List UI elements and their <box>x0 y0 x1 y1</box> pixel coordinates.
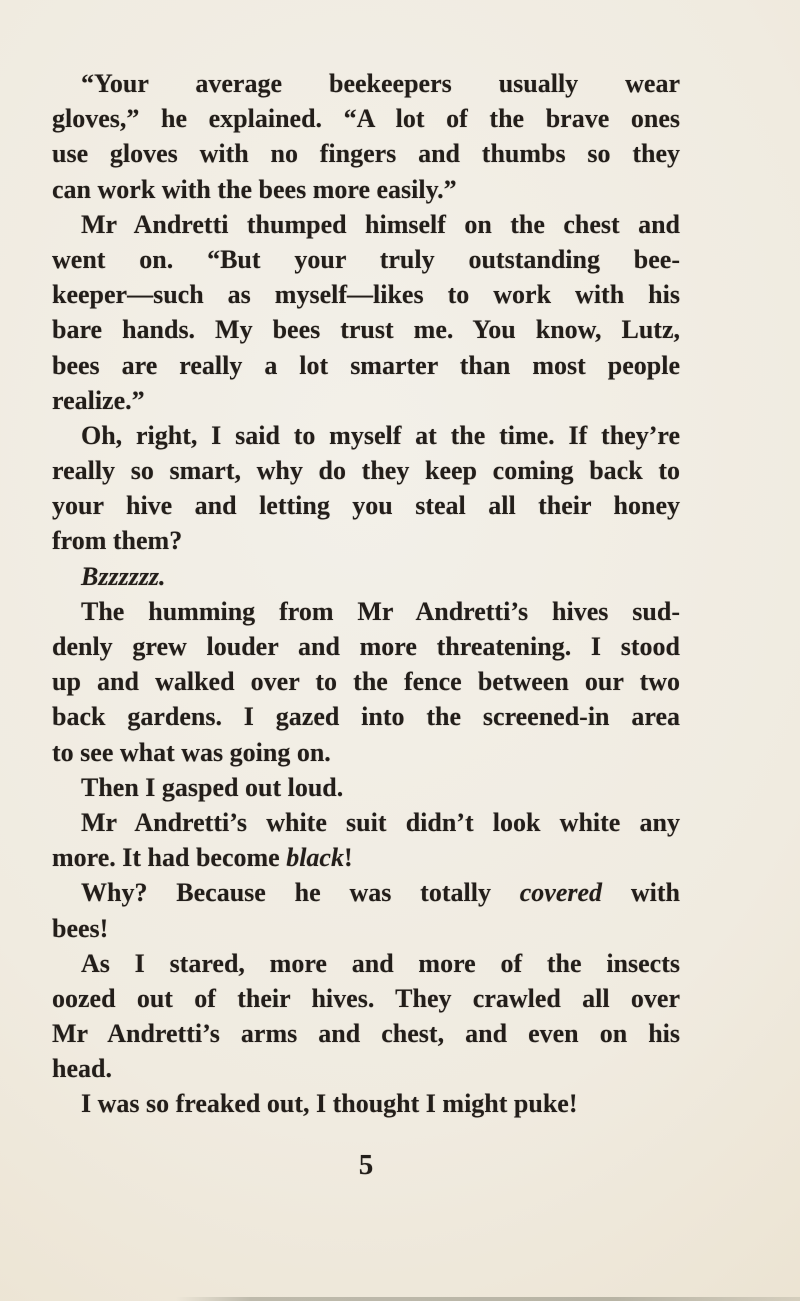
text-run: Why? Because he was totally <box>81 878 520 908</box>
text-run: denly grew louder and more threatening. I stood <box>52 632 680 661</box>
text-line <box>52 911 680 946</box>
text-line <box>52 875 680 910</box>
text-line <box>52 805 680 840</box>
text-line <box>52 488 680 523</box>
text-line <box>52 242 680 277</box>
text-line <box>52 629 680 664</box>
text-run: Mr Andretti’s arms and chest, and even on his <box>52 1019 680 1049</box>
paragraph <box>52 418 680 559</box>
text-line <box>52 840 680 875</box>
text-line <box>52 699 680 734</box>
text-line <box>52 136 680 171</box>
text-line <box>52 277 680 312</box>
text-run: went on. “But your truly outstanding bee- <box>52 244 680 274</box>
text-line <box>52 981 680 1016</box>
text-run: realize.” <box>52 385 145 415</box>
text-run: back gardens. I gazed into the screened-in area <box>52 702 680 732</box>
text-run: with <box>602 878 680 908</box>
paragraph <box>52 1086 680 1121</box>
text-line <box>52 383 680 418</box>
paragraph <box>52 559 680 594</box>
paragraph <box>52 946 680 1087</box>
paragraph <box>52 805 680 875</box>
text-line <box>52 523 680 558</box>
text-run: bare hands. My bees trust me. You know, Lutz, <box>52 315 680 345</box>
text-run: from them? <box>52 526 183 556</box>
text-run: The humming from Mr Andretti’s hives sud- <box>81 596 680 626</box>
text-line <box>52 312 680 347</box>
text-run: I was so freaked out, I thought I might puke! <box>81 1089 578 1119</box>
text-run: up and walked over to the fence between our two <box>52 667 680 697</box>
text-run: your hive and letting you steal all their honey <box>52 491 680 521</box>
text-line <box>52 348 680 383</box>
page-number: 5 <box>358 1148 374 1181</box>
italic-text: covered <box>519 878 603 908</box>
italic-text: black <box>286 843 344 873</box>
paragraph <box>52 770 680 805</box>
text-run: bees! <box>52 913 109 943</box>
text-run: head. <box>52 1054 112 1084</box>
paragraph <box>52 207 680 418</box>
text-run: keeper—such as myself—likes to work with his <box>52 280 680 310</box>
text-run: to see what was going on. <box>52 737 331 767</box>
paragraph <box>52 66 680 207</box>
text-line <box>52 453 680 488</box>
text-line <box>52 207 680 242</box>
page-text <box>52 66 680 1184</box>
text-line <box>52 101 680 136</box>
text-line <box>52 1016 680 1051</box>
text-run: ! <box>343 843 353 873</box>
text-line <box>52 594 680 629</box>
text-run: Oh, right, I said to myself at the time. If they’re <box>81 420 680 450</box>
text-line <box>52 1086 680 1121</box>
text-line <box>52 418 680 453</box>
photo-edge-shadow <box>176 1297 800 1301</box>
text-run: more. It had become <box>52 843 287 873</box>
text-line <box>52 66 680 101</box>
paragraph <box>52 875 680 945</box>
text-run: “Your average beekeepers usually wear <box>81 69 680 98</box>
text-run: As I stared, more and more of the insects <box>81 948 680 978</box>
text-run: use gloves with no fingers and thumbs so they <box>52 139 680 169</box>
text-run: Then I gasped out loud. <box>81 772 344 802</box>
text-line <box>52 664 680 699</box>
text-line <box>52 1051 680 1086</box>
text-run: gloves,” he explained. “A lot of the brave ones <box>52 104 680 134</box>
text-run: Mr Andretti thumped himself on the chest and <box>81 209 680 239</box>
text-line <box>52 735 680 770</box>
text-run: really so smart, why do they keep coming back to <box>52 456 680 486</box>
italic-text: Bzzzzzz. <box>81 561 166 591</box>
text-run: bees are really a lot smarter than most people <box>52 350 680 380</box>
text-line <box>52 770 680 805</box>
text-run: oozed out of their hives. They crawled all over <box>52 983 680 1013</box>
text-line <box>52 946 680 981</box>
text-line <box>52 559 680 594</box>
paragraph <box>52 594 680 770</box>
text-line <box>52 172 680 207</box>
text-run: can work with the bees more easily.” <box>52 174 457 204</box>
text-run: Mr Andretti’s white suit didn’t look white any <box>81 807 680 837</box>
